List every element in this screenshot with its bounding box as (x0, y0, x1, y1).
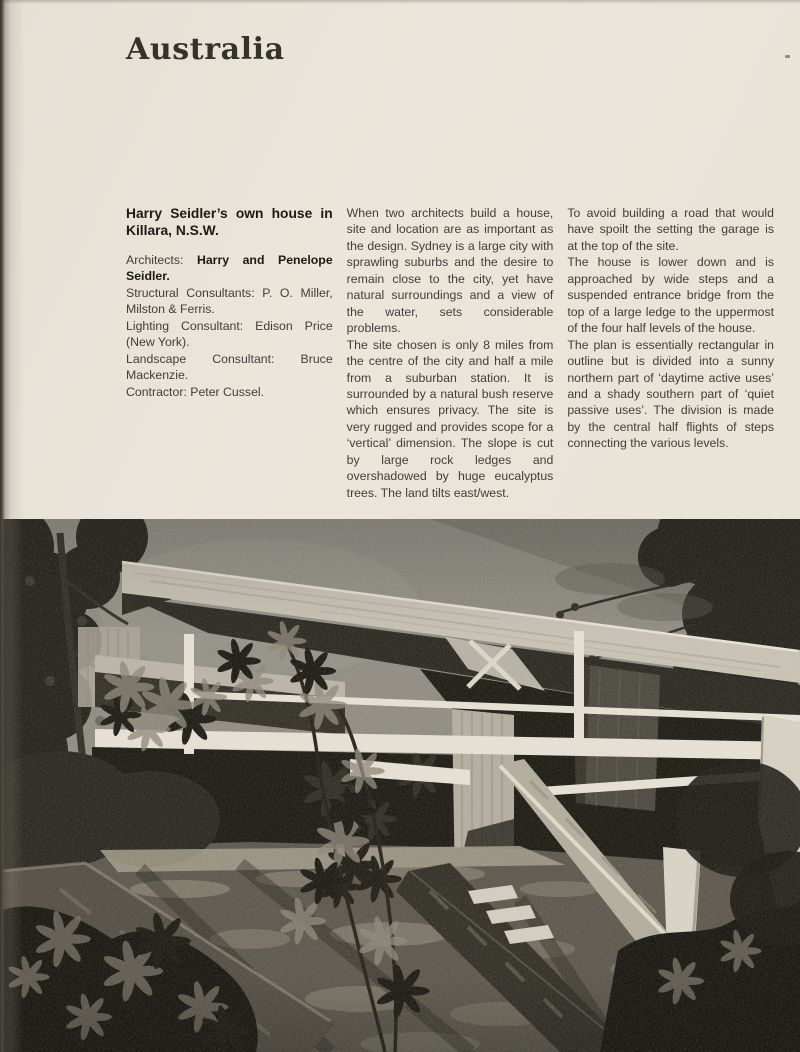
credit-line-structural (126, 285, 333, 318)
page-title: Australia (126, 32, 285, 67)
credit-bold: Harry and Penelope Seidler. (126, 253, 333, 284)
page-top-edge (0, 0, 800, 4)
credit-line-lighting (126, 318, 333, 351)
paragraph: The house is lower down and is approached by wide steps and a suspended entrance bridge from the top of a large ledge to the uppermost of the four half levels of the house. (567, 255, 775, 336)
paragraph: When two architects build a house, site and location are as important as the design. Sydney is a large city with sprawling suburbs and the desire to remain close to the city, yet have natural surroundings and a view of the water, sets considerable problems. (346, 206, 554, 336)
column-text-1 (347, 205, 554, 501)
photo-grain-overlay (0, 519, 800, 1052)
credit-label: Lighting Consultant: Edison Price (New York). (126, 318, 333, 350)
credit-label: Contractor: Peter Cussel. (126, 384, 265, 399)
column-credits (126, 205, 333, 501)
article-heading: Harry Seidler’s own house in Killara, N.S.W. (126, 206, 333, 238)
paragraph: The plan is essentially rectangular in outline but is divided into a sunny northern part of ‘daytime active uses’ and a shady southern part of ‘quiet passive uses’. The division is made by the central half flights of steps connecting the various levels. (567, 337, 775, 451)
article-columns (126, 205, 774, 501)
credits-block (126, 252, 333, 400)
credit-line-landscape (126, 351, 333, 384)
credit-label: Structural Consultants: P. O. Miller, Milston & Ferris. (126, 285, 333, 317)
credit-line-architects (126, 252, 333, 285)
paragraph: To avoid building a road that would have spoilt the setting the garage is at the top of the site. (567, 206, 775, 253)
credit-label: Architects: (126, 253, 197, 267)
dust-speck (785, 55, 790, 58)
column-text-2 (567, 205, 774, 501)
credit-label: Landscape Consultant: Bruce Mackenzie. (126, 351, 333, 383)
credit-line-contractor (126, 384, 333, 400)
paragraph: The site chosen is only 8 miles from the centre of the city and half a mile from a suburban station. It is surrounded by a natural bush reserve which ensures privacy. The site is very rugged and provides scope for a ‘vertical’ dimension. The slope is cut by large rock ledges and overshadowed by huge eucalyptus trees. The land tilts east/west. (346, 337, 554, 500)
house-photograph (0, 519, 800, 1052)
